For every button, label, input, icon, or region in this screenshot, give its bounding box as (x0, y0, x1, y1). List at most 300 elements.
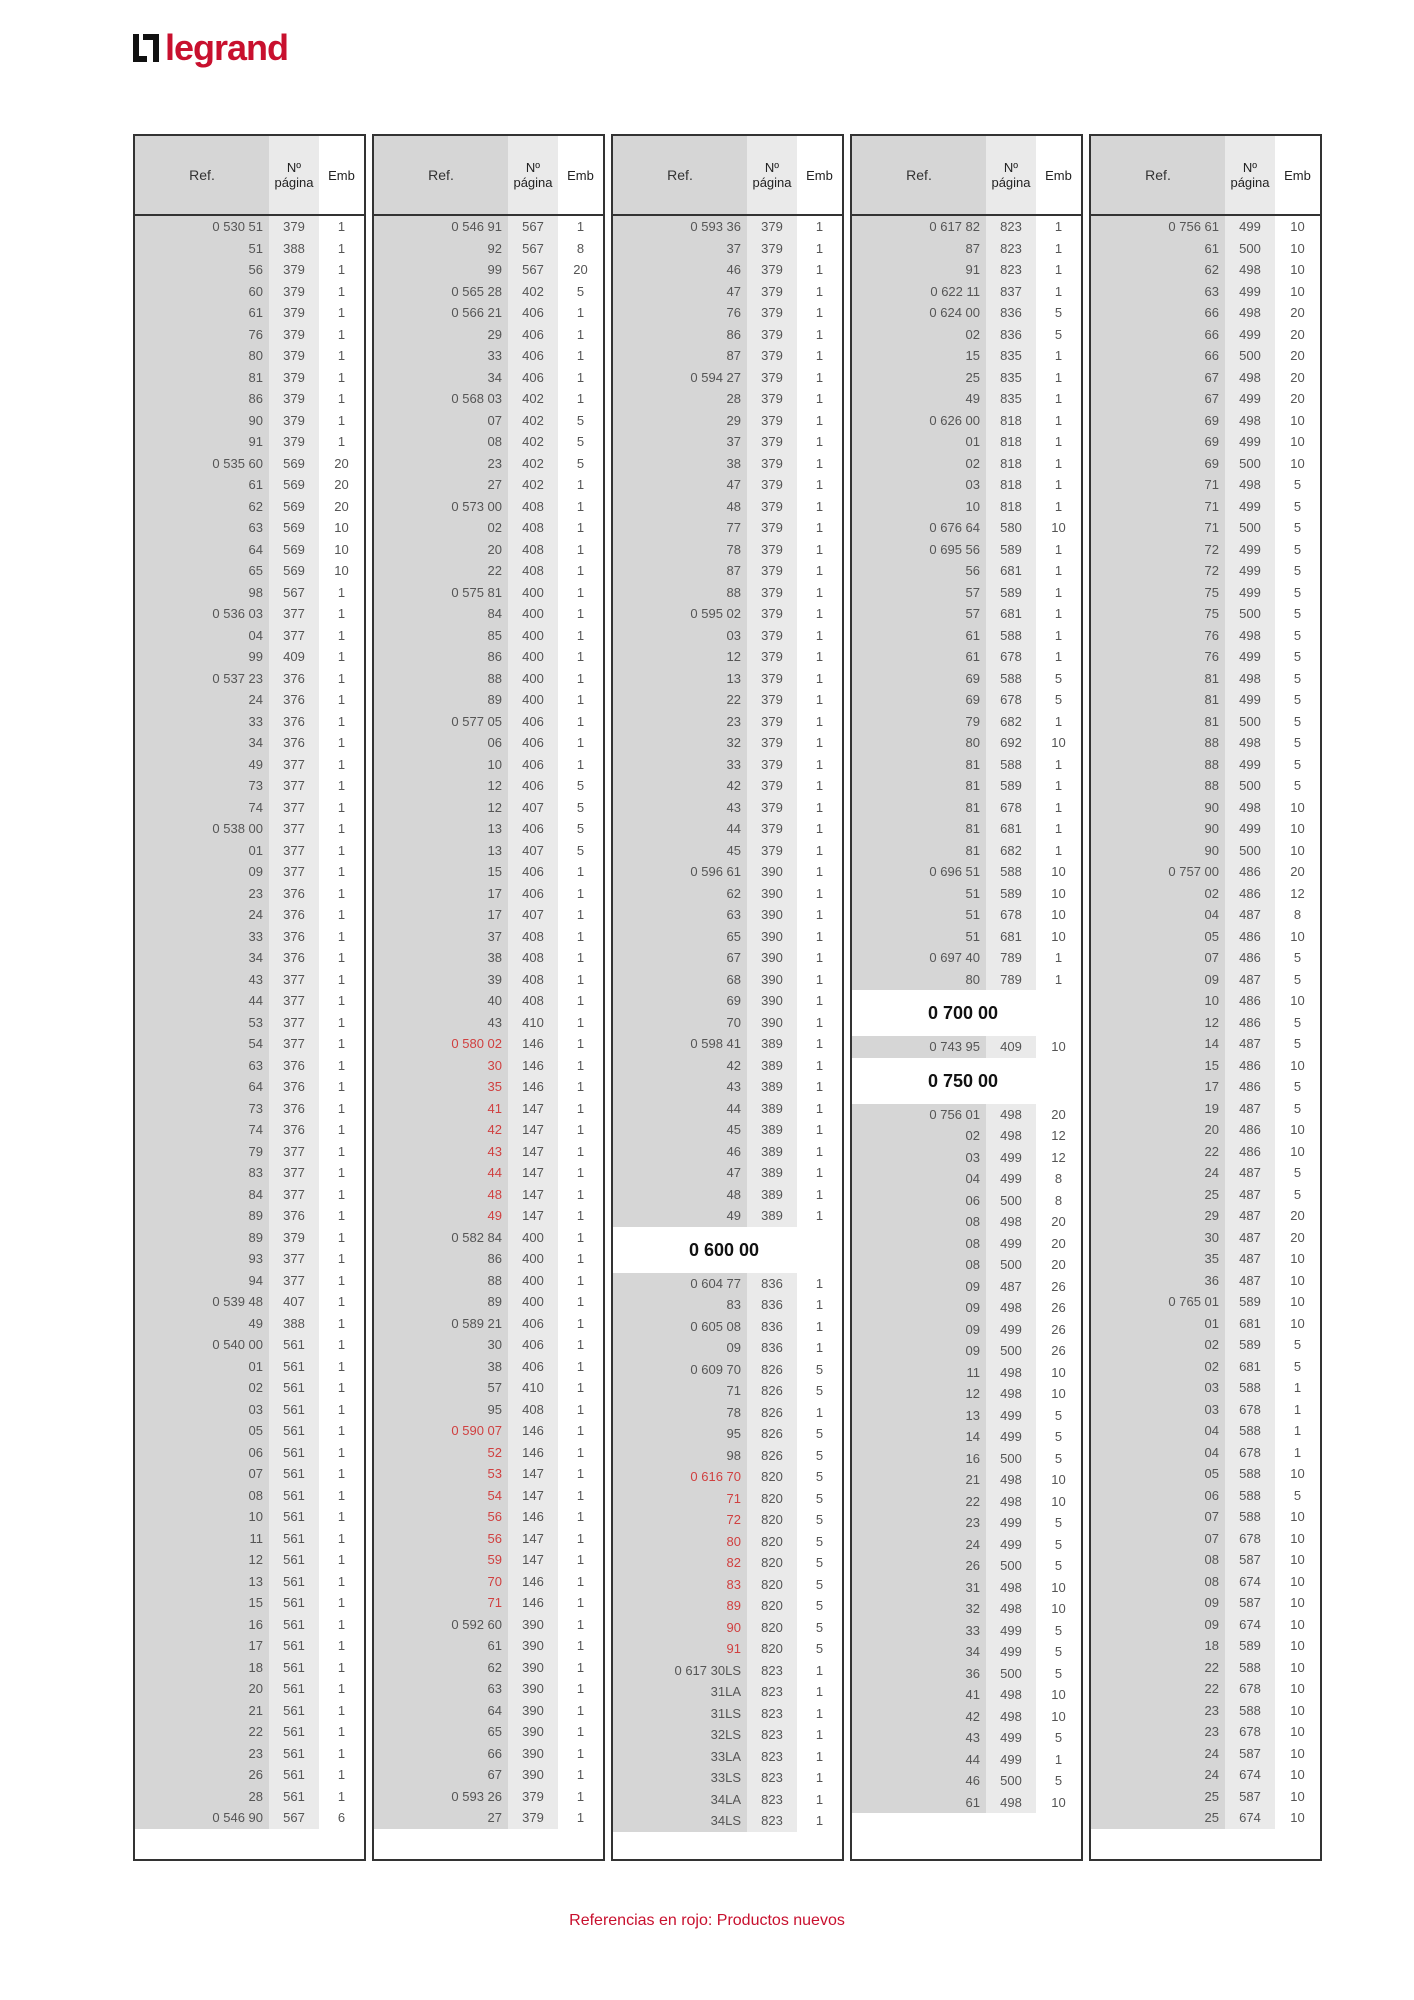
table-row (613, 947, 842, 969)
page-cell: 498 (1000, 1579, 1022, 1595)
page-cell: 390 (522, 1659, 544, 1675)
header-ref: Ref. (374, 136, 508, 214)
ref-cell: 61 (965, 1794, 980, 1810)
header-page: Nº página (269, 136, 319, 214)
table-row (1091, 947, 1320, 969)
emb-cell: 1 (1054, 1751, 1063, 1767)
page-cell: 500 (1000, 1343, 1022, 1358)
page-cell: 498 (1000, 1364, 1022, 1380)
table-row (852, 711, 1081, 733)
page-cell: 499 (1239, 756, 1261, 772)
page-cell: 487 (1239, 1251, 1261, 1266)
page-cell: 407 (522, 907, 544, 922)
header-emb: Emb (806, 167, 833, 183)
page-cell: 406 (522, 821, 544, 836)
page-cell: 589 (1000, 541, 1022, 557)
emb-cell: 1 (337, 1251, 346, 1266)
emb-cell: 1 (576, 1122, 585, 1137)
page-cell: 377 (283, 1036, 305, 1051)
page-cell: 400 (522, 584, 544, 600)
emb-cell: 1 (576, 1573, 585, 1589)
emb-cell: 1 (1054, 799, 1063, 815)
page-cell: 569 (283, 520, 305, 535)
page-cell: 826 (761, 1426, 783, 1441)
ref-cell: 30 (487, 1337, 502, 1352)
page-cell: 823 (761, 1705, 783, 1721)
page-cell: 486 (1239, 1143, 1261, 1159)
ref-cell: 03 (965, 1149, 980, 1165)
table-row (1091, 1571, 1320, 1593)
table-row (135, 1076, 364, 1098)
table-row (613, 1810, 842, 1832)
ref-cell: 24 (965, 1536, 980, 1552)
emb-cell: 5 (815, 1533, 824, 1549)
table-row (135, 861, 364, 883)
table-row (135, 238, 364, 260)
table-row (374, 1571, 603, 1593)
emb-cell: 1 (337, 1165, 346, 1180)
page-cell: 823 (761, 1770, 783, 1785)
page-cell: 146 (522, 1036, 544, 1051)
ref-cell: 20 (248, 1681, 263, 1696)
page-cell: 402 (522, 412, 544, 428)
page-cell: 389 (761, 1036, 783, 1051)
emb-cell: 1 (337, 1509, 346, 1524)
emb-cell: 5 (1293, 1079, 1302, 1094)
page-cell: 486 (1239, 1079, 1261, 1094)
emb-cell: 12 (1051, 1149, 1066, 1165)
table-row (374, 1399, 603, 1421)
ref-cell: 0 535 60 (212, 455, 263, 471)
ref-cell: 89 (248, 1229, 263, 1245)
emb-cell: 5 (576, 821, 585, 836)
ref-cell: 76 (1204, 627, 1219, 643)
ref-cell: 10 (1204, 993, 1219, 1008)
table-row (1091, 646, 1320, 668)
page-cell: 389 (761, 1143, 783, 1159)
emb-cell: 1 (1054, 412, 1063, 428)
table-row (613, 1595, 842, 1617)
ref-cell: 36 (1204, 1272, 1219, 1288)
ref-cell: 02 (965, 326, 980, 342)
page-cell: 674 (1239, 1810, 1261, 1825)
header-ref: Ref. (852, 136, 986, 214)
page-cell: 678 (1239, 1530, 1261, 1546)
emb-cell: 20 (1051, 1214, 1066, 1229)
ref-cell: 74 (248, 1122, 263, 1137)
emb-cell: 1 (337, 1552, 346, 1567)
ref-cell: 81 (965, 778, 980, 793)
page-cell: 835 (1000, 391, 1022, 406)
table-row (613, 1746, 842, 1768)
emb-cell: 1 (815, 778, 824, 793)
ref-cell: 09 (965, 1300, 980, 1315)
emb-cell: 1 (337, 1337, 346, 1352)
emb-cell: 1 (815, 348, 824, 363)
header-ref: Ref. (613, 136, 747, 214)
table-row (374, 1614, 603, 1636)
table-row (135, 1420, 364, 1442)
emb-cell: 1 (815, 950, 824, 965)
emb-cell: 5 (1293, 713, 1302, 729)
table-row (135, 711, 364, 733)
emb-cell: 5 (576, 434, 585, 449)
emb-cell: 10 (1051, 1493, 1066, 1509)
table-row (135, 689, 364, 711)
emb-cell: 5 (1054, 305, 1063, 320)
page-cell: 409 (1000, 1039, 1022, 1054)
ref-cell: 0 536 03 (212, 606, 263, 621)
emb-cell: 1 (1054, 477, 1063, 492)
ref-cell: 0 604 77 (690, 1275, 741, 1291)
page-cell: 379 (761, 563, 783, 578)
table-row (374, 990, 603, 1012)
page-cell: 146 (522, 1057, 544, 1073)
emb-cell: 1 (337, 240, 346, 256)
page-cell: 678 (1239, 1681, 1261, 1696)
ref-cell: 20 (487, 541, 502, 557)
table-row (1091, 281, 1320, 303)
table-row (852, 431, 1081, 453)
page-cell: 498 (1000, 1300, 1022, 1315)
emb-cell: 1 (1054, 713, 1063, 729)
table-row (1091, 1399, 1320, 1421)
ref-cell: 03 (248, 1401, 263, 1417)
table-row (374, 732, 603, 754)
ref-cell: 57 (965, 606, 980, 621)
table-row (135, 1463, 364, 1485)
ref-cell: 10 (487, 756, 502, 772)
page-cell: 499 (1239, 563, 1261, 578)
emb-cell: 1 (576, 305, 585, 320)
emb-cell: 5 (815, 1490, 824, 1506)
ref-cell: 89 (487, 692, 502, 707)
ref-cell: 53 (248, 1014, 263, 1030)
reference-column-2 (372, 134, 605, 1861)
table-row (852, 775, 1081, 797)
ref-cell: 05 (1204, 928, 1219, 944)
page-cell: 408 (522, 563, 544, 578)
table-row (1091, 1678, 1320, 1700)
table-row (374, 1377, 603, 1399)
ref-cell: 21 (248, 1702, 263, 1718)
ref-cell: 09 (726, 1340, 741, 1355)
emb-cell: 5 (815, 1512, 824, 1527)
table-row (374, 646, 603, 668)
page-cell: 678 (1000, 799, 1022, 815)
table-row (852, 668, 1081, 690)
table-row (613, 646, 842, 668)
ref-cell: 0 743 95 (929, 1039, 980, 1054)
emb-cell: 5 (1054, 1429, 1063, 1444)
ref-cell: 26 (965, 1558, 980, 1573)
table-row (1091, 582, 1320, 604)
ref-cell: 24 (1204, 1745, 1219, 1761)
table-row (613, 754, 842, 776)
table-row (1091, 216, 1320, 238)
emb-cell: 5 (576, 412, 585, 428)
emb-cell: 1 (337, 1444, 346, 1460)
emb-cell: 5 (1293, 477, 1302, 492)
emb-cell: 20 (334, 455, 349, 471)
table-row (852, 1254, 1081, 1276)
page-cell: 487 (1239, 1208, 1261, 1223)
emb-cell: 1 (576, 735, 585, 750)
ref-cell: 38 (487, 950, 502, 965)
table-row (135, 603, 364, 625)
table-row (613, 861, 842, 883)
table-row (1091, 1076, 1320, 1098)
table-row (374, 388, 603, 410)
ref-cell: 25 (1204, 1788, 1219, 1804)
table-row (1091, 861, 1320, 883)
page-cell: 823 (761, 1727, 783, 1742)
page-cell: 561 (283, 1552, 305, 1567)
ref-cell: 08 (248, 1487, 263, 1503)
ref-cell: 62 (487, 1659, 502, 1675)
ref-cell: 35 (487, 1079, 502, 1094)
emb-cell: 1 (337, 1100, 346, 1116)
table-row (1091, 1119, 1320, 1141)
page-cell: 820 (761, 1490, 783, 1506)
page-cell: 487 (1239, 971, 1261, 987)
emb-cell: 10 (1290, 434, 1305, 449)
table-row (852, 689, 1081, 711)
table-row (613, 1488, 842, 1510)
emb-cell: 5 (576, 842, 585, 858)
table-row (852, 1555, 1081, 1577)
ref-cell: 34LA (710, 1791, 741, 1807)
ref-cell: 05 (248, 1423, 263, 1438)
emb-cell: 1 (815, 713, 824, 729)
table-row (852, 840, 1081, 862)
emb-cell: 6 (337, 1810, 346, 1825)
page-cell: 379 (761, 412, 783, 428)
ref-cell: 93 (248, 1251, 263, 1266)
emb-cell: 5 (815, 1619, 824, 1635)
page-cell: 407 (522, 842, 544, 858)
table-row (852, 1491, 1081, 1513)
table-row (135, 990, 364, 1012)
ref-cell: 48 (726, 498, 741, 514)
emb-cell: 1 (576, 1487, 585, 1503)
emb-cell: 1 (576, 1337, 585, 1352)
page-cell: 379 (761, 434, 783, 449)
table-row (1091, 1786, 1320, 1808)
page-cell: 377 (283, 1165, 305, 1180)
page-cell: 498 (1000, 1601, 1022, 1616)
page-cell: 588 (1239, 1466, 1261, 1481)
table-row (613, 1055, 842, 1077)
page-cell: 569 (283, 563, 305, 578)
emb-cell: 10 (1051, 907, 1066, 922)
emb-cell: 1 (576, 1014, 585, 1030)
table-row (374, 625, 603, 647)
ref-cell: 54 (487, 1487, 502, 1503)
table-row (613, 689, 842, 711)
ref-cell: 03 (965, 477, 980, 492)
table-row (374, 1141, 603, 1163)
table-row (135, 840, 364, 862)
emb-cell: 10 (1290, 1272, 1305, 1288)
table-row (613, 1789, 842, 1811)
table-row (852, 1663, 1081, 1685)
ref-cell: 09 (965, 1343, 980, 1358)
table-row (613, 904, 842, 926)
ref-cell: 81 (965, 756, 980, 772)
page-cell: 498 (1000, 1794, 1022, 1810)
emb-cell: 26 (1051, 1321, 1066, 1337)
emb-cell: 1 (337, 670, 346, 686)
table-row (374, 668, 603, 690)
ref-cell: 90 (1204, 842, 1219, 858)
table-row (852, 302, 1081, 324)
table-row (852, 388, 1081, 410)
table-row (135, 324, 364, 346)
table-row (613, 496, 842, 518)
emb-cell: 10 (1290, 1552, 1305, 1567)
page-cell: 377 (283, 842, 305, 858)
emb-cell: 1 (815, 1079, 824, 1094)
page-cell: 826 (761, 1447, 783, 1463)
table-row (852, 1706, 1081, 1728)
ref-cell: 91 (726, 1641, 741, 1656)
page-cell: 487 (1239, 1186, 1261, 1202)
page-cell: 410 (522, 1380, 544, 1395)
page-cell: 487 (1239, 1036, 1261, 1051)
page-cell: 561 (283, 1595, 305, 1610)
table-row (135, 732, 364, 754)
page-cell: 587 (1239, 1745, 1261, 1761)
table-row (1091, 324, 1320, 346)
table-row (135, 1119, 364, 1141)
ref-cell: 08 (965, 1257, 980, 1272)
emb-cell: 1 (815, 563, 824, 578)
section-heading: 0 700 00 (852, 990, 1081, 1036)
ref-cell: 47 (726, 283, 741, 299)
page-cell: 500 (1239, 240, 1261, 256)
ref-cell: 76 (1204, 649, 1219, 664)
emb-cell: 1 (1054, 842, 1063, 858)
ref-cell: 15 (965, 348, 980, 363)
ref-cell: 43 (965, 1730, 980, 1745)
emb-cell: 5 (1293, 778, 1302, 793)
ref-cell: 72 (726, 1512, 741, 1527)
emb-cell: 1 (815, 670, 824, 686)
ref-cell: 57 (487, 1380, 502, 1395)
emb-cell: 20 (1290, 348, 1305, 363)
header-emb: Emb (1284, 167, 1311, 183)
ref-cell: 69 (726, 993, 741, 1008)
page-cell: 561 (283, 1681, 305, 1696)
page-cell: 588 (1239, 1487, 1261, 1503)
emb-cell: 1 (815, 885, 824, 901)
ref-cell: 37 (487, 928, 502, 944)
page-cell: 379 (761, 670, 783, 686)
page-cell: 379 (283, 219, 305, 234)
page-cell: 408 (522, 971, 544, 987)
table-row (374, 1635, 603, 1657)
ref-cell: 16 (248, 1616, 263, 1632)
emb-cell: 1 (576, 1767, 585, 1782)
ref-cell: 83 (726, 1297, 741, 1312)
footer-note: Referencias en rojo: Productos nuevos (569, 1912, 845, 1929)
table-row (1091, 1098, 1320, 1120)
table-row (135, 1549, 364, 1571)
ref-cell: 81 (965, 821, 980, 836)
page-cell: 588 (1239, 1423, 1261, 1438)
table-row (613, 1509, 842, 1531)
emb-cell: 1 (815, 971, 824, 987)
emb-cell: 1 (576, 1788, 585, 1804)
page-cell: 499 (1000, 1235, 1022, 1251)
emb-cell: 1 (337, 283, 346, 299)
ref-cell: 75 (1204, 584, 1219, 600)
ref-cell: 0 594 27 (690, 369, 741, 385)
ref-cell: 20 (1204, 1122, 1219, 1137)
header-emb: Emb (328, 167, 355, 183)
page-cell: 820 (761, 1641, 783, 1656)
emb-cell: 1 (337, 1294, 346, 1309)
table-row (1091, 668, 1320, 690)
ref-cell: 81 (248, 369, 263, 385)
emb-cell: 1 (576, 1681, 585, 1696)
ref-cell: 12 (965, 1386, 980, 1401)
emb-cell: 10 (334, 520, 349, 535)
emb-cell: 1 (576, 713, 585, 729)
ref-cell: 71 (1204, 477, 1219, 492)
ref-cell: 0 546 90 (212, 1810, 263, 1825)
emb-cell: 10 (1290, 1810, 1305, 1825)
page-cell: 836 (761, 1340, 783, 1355)
ref-cell: 56 (487, 1509, 502, 1524)
page-cell: 569 (283, 455, 305, 471)
page-cell: 379 (761, 305, 783, 320)
ref-cell: 39 (487, 971, 502, 987)
emb-cell: 1 (815, 219, 824, 234)
page-cell: 589 (1000, 778, 1022, 793)
page-cell: 499 (1239, 692, 1261, 707)
table-row (852, 646, 1081, 668)
page-cell: 836 (1000, 326, 1022, 342)
emb-cell: 1 (576, 649, 585, 664)
table-row (1091, 990, 1320, 1012)
table-row (613, 1574, 842, 1596)
page-cell: 376 (283, 928, 305, 944)
emb-cell: 5 (815, 1447, 824, 1463)
table-row (1091, 1743, 1320, 1765)
column-header (135, 136, 364, 216)
table-row (374, 1184, 603, 1206)
emb-cell: 1 (337, 1401, 346, 1417)
emb-cell: 5 (1293, 1165, 1302, 1180)
page-cell: 561 (283, 1745, 305, 1761)
table-row (374, 1678, 603, 1700)
ref-cell: 06 (965, 1192, 980, 1208)
page-cell: 498 (1239, 735, 1261, 750)
section-heading: 0 750 00 (852, 1058, 1081, 1104)
emb-cell: 1 (576, 1294, 585, 1309)
page-cell: 390 (761, 907, 783, 922)
table-row (374, 904, 603, 926)
page-cell: 561 (283, 1380, 305, 1395)
table-row (374, 281, 603, 303)
ref-cell: 23 (726, 713, 741, 729)
page-cell: 823 (761, 1748, 783, 1764)
table-row (852, 1684, 1081, 1706)
table-row (1091, 1033, 1320, 1055)
page-cell: 146 (522, 1595, 544, 1610)
